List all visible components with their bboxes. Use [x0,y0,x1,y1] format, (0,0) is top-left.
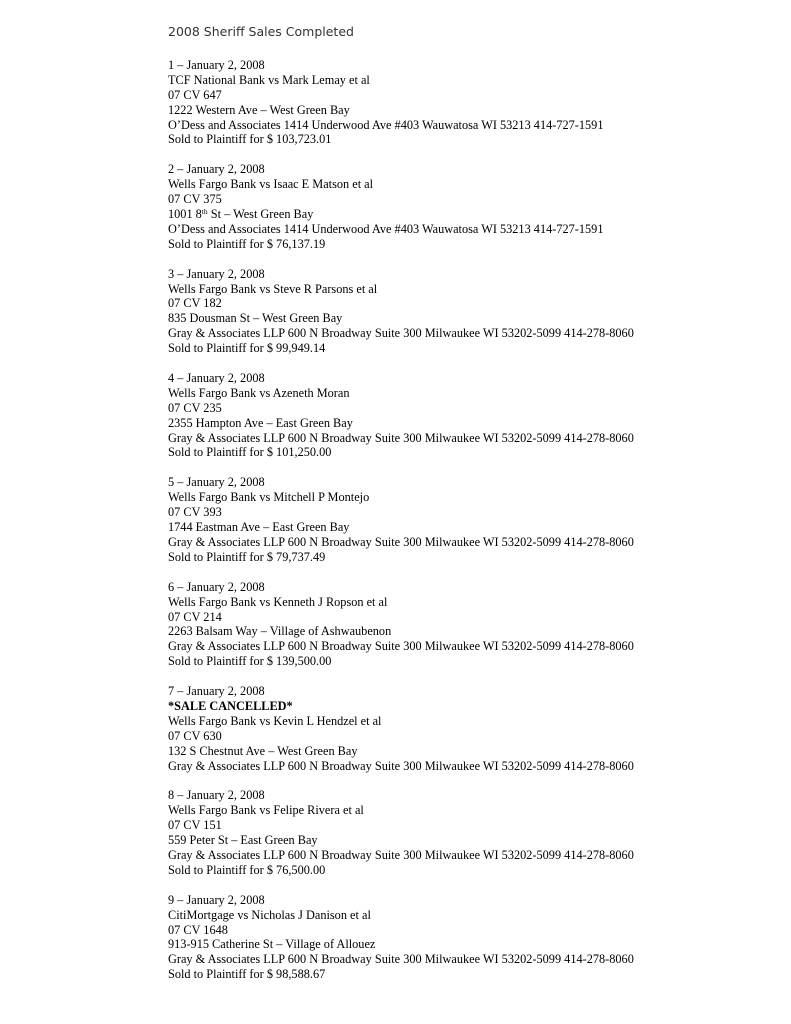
entry-sale-result: Sold to Plaintiff for $ 101,250.00 [168,445,332,460]
sale-entry-3 [168,267,768,356]
entry-number-date: 4 – January 2, 2008 [168,371,265,386]
entry-number-date: 2 – January 2, 2008 [168,162,265,177]
sale-entry-2 [168,162,768,251]
entry-case-number: 07 CV 235 [168,400,222,415]
entry-attorney: O’Dess and Associates 1414 Underwood Ave #403 Wauwatosa WI 53213 414-727-1591 [168,221,604,236]
entry-case-name: TCF National Bank vs Mark Lemay et al [168,72,370,87]
entry-property-address: 835 Dousman St – West Green Bay [168,311,343,326]
entry-attorney: Gray & Associates LLP 600 N Broadway Suite 300 Milwaukee WI 53202-5099 414-278-8060 [168,534,634,549]
sale-entry-4 [168,371,768,460]
document-title: 2008 Sheriff Sales Completed [168,24,354,39]
document-page [168,23,768,997]
sale-cancelled-notice: *SALE CANCELLED* [168,698,293,713]
entry-property-address: 1222 Western Ave – West Green Bay [168,102,350,117]
sale-entry-8 [168,788,768,877]
entry-property-address: 132 S Chestnut Ave – West Green Bay [168,743,358,758]
sale-entry-9 [168,893,768,982]
entry-attorney: Gray & Associates LLP 600 N Broadway Suite 300 Milwaukee WI 53202-5099 414-278-8060 [168,430,634,445]
address-street-number: 1001 8 [168,207,202,222]
entry-sale-result: Sold to Plaintiff for $ 98,588.67 [168,967,326,982]
entry-attorney: Gray & Associates LLP 600 N Broadway Suite 300 Milwaukee WI 53202-5099 414-278-8060 [168,326,634,341]
entry-number-date: 6 – January 2, 2008 [168,579,265,594]
entry-case-number: 07 CV 214 [168,609,222,624]
entry-case-number: 07 CV 630 [168,728,222,743]
entry-case-name: Wells Fargo Bank vs Steve R Parsons et al [168,281,378,296]
entry-number-date: 1 – January 2, 2008 [168,58,265,72]
entry-property-address: 2263 Balsam Way – Village of Ashwaubenon [168,624,392,639]
entry-property-address: 1744 Eastman Ave – East Green Bay [168,520,350,535]
entry-case-name: Wells Fargo Bank vs Azeneth Moran [168,385,350,400]
entry-number-date: 7 – January 2, 2008 [168,684,265,699]
entry-case-number: 07 CV 182 [168,296,222,311]
sale-entry-6 [168,580,768,669]
entry-case-name: CitiMortgage vs Nicholas J Danison et al [168,907,371,922]
sale-entry-5 [168,475,768,564]
entry-case-number: 07 CV 375 [168,192,222,207]
sheriff-sales-list [168,58,768,982]
entry-sale-result: Sold to Plaintiff for $ 103,723.01 [168,132,332,147]
entry-number-date: 3 – January 2, 2008 [168,266,265,281]
entry-case-name: Wells Fargo Bank vs Felipe Rivera et al [168,803,364,818]
entry-property-address: 2355 Hampton Ave – East Green Bay [168,415,353,430]
entry-sale-result: Sold to Plaintiff for $ 79,737.49 [168,549,326,564]
entry-sale-result: Sold to Plaintiff for $ 139,500.00 [168,654,332,669]
entry-attorney: Gray & Associates LLP 600 N Broadway Suite 300 Milwaukee WI 53202-5099 414-278-8060 [168,758,634,773]
sale-entry-1 [168,58,768,147]
address-street-rest: St – West Green Bay [207,207,314,222]
entry-property-address: 559 Peter St – East Green Bay [168,833,318,848]
entry-attorney: O’Dess and Associates 1414 Underwood Ave #403 Wauwatosa WI 53213 414-727-1591 [168,117,604,132]
entry-attorney: Gray & Associates LLP 600 N Broadway Suite 300 Milwaukee WI 53202-5099 414-278-8060 [168,952,634,967]
entry-attorney: Gray & Associates LLP 600 N Broadway Suite 300 Milwaukee WI 53202-5099 414-278-8060 [168,847,634,862]
entry-number-date: 9 – January 2, 2008 [168,892,265,907]
entry-property-address [168,207,768,222]
sale-entry-7 [168,684,768,773]
entry-case-name: Wells Fargo Bank vs Kevin L Hendzel et al [168,713,382,728]
entry-number-date: 5 – January 2, 2008 [168,475,265,490]
entry-case-number: 07 CV 1648 [168,922,228,937]
entry-case-number: 07 CV 393 [168,505,222,520]
entry-case-number: 07 CV 647 [168,87,222,102]
entry-attorney: Gray & Associates LLP 600 N Broadway Suite 300 Milwaukee WI 53202-5099 414-278-8060 [168,639,634,654]
entry-number-date: 8 – January 2, 2008 [168,788,265,803]
entry-case-name: Wells Fargo Bank vs Isaac E Matson et al [168,177,374,192]
entry-sale-result: Sold to Plaintiff for $ 99,949.14 [168,341,326,356]
entry-case-name: Wells Fargo Bank vs Mitchell P Montejo [168,490,370,505]
address-ordinal-suffix: th [201,207,208,217]
entry-sale-result: Sold to Plaintiff for $ 76,500.00 [168,862,326,877]
entry-case-name: Wells Fargo Bank vs Kenneth J Ropson et al [168,594,388,609]
entry-property-address: 913-915 Catherine St – Village of Allouez [168,937,376,952]
entry-sale-result: Sold to Plaintiff for $ 76,137.19 [168,236,326,251]
entry-case-number: 07 CV 151 [168,818,222,833]
